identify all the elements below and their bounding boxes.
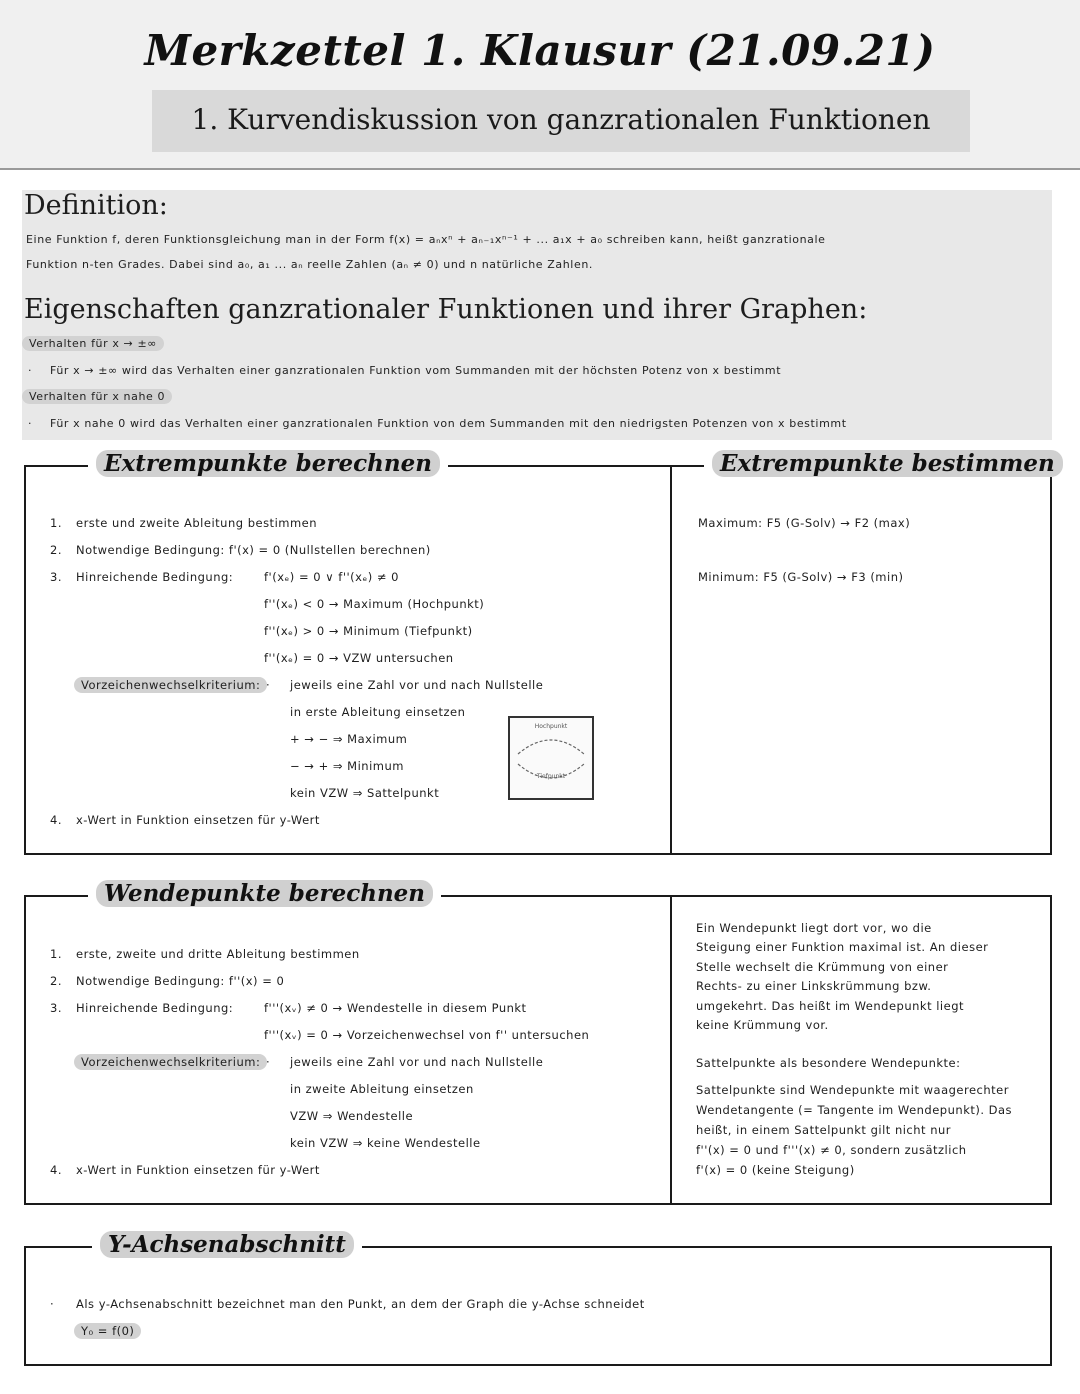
extrem-step-1: erste und zweite Ableitung bestimmen (76, 516, 318, 530)
page-subtitle: 1. Kurvendiskussion von ganzrationalen Funktionen (191, 103, 931, 136)
vzw-text-1: jeweils eine Zahl vor und nach Nullstelle (290, 678, 544, 692)
extrempunkte-divider (670, 465, 672, 853)
wende-info-line: Stelle wechselt die Krümmung von einer (696, 960, 949, 974)
curve-sketch-icon (510, 718, 592, 798)
subtitle-box (152, 90, 970, 152)
extrem-step-4: x-Wert in Funktion einsetzen für y-Wert (76, 813, 320, 827)
hoch-tiefpunkt-sketch (508, 716, 594, 800)
sattelpunkt-info-line: f''(x) = 0 und f'''(x) ≠ 0, sondern zusätzlich (696, 1143, 967, 1157)
wendepunkte-berechnen-title: Wendepunkte berechnen (88, 880, 441, 907)
sketch-hochpunkt-label: Hochpunkt (534, 723, 568, 730)
vzw-minimum: − → + ⇒ Minimum (290, 759, 404, 773)
wende-step-3-b: f'''(xᵥ) = 0 → Vorzeichenwechsel von f'' untersuchen (264, 1028, 590, 1042)
bullet-dot: · (50, 1297, 55, 1311)
vzw-text-1: jeweils eine Zahl vor und nach Nullstelle (290, 1055, 544, 1069)
verhalten-null-text: Für x nahe 0 wird das Verhalten einer ganzrationalen Funktion von dem Summanden mit den niedrigsten Potenzen von x bestimmt (50, 417, 847, 430)
page-title: Merkzettel 1. Klausur (21.09.21) (144, 26, 936, 75)
extrempunkte-berechnen-title: Extrempunkte berechnen (88, 450, 448, 477)
y-achse-text: Als y-Achsenabschnitt bezeichnet man den Punkt, an dem der Graph die y-Achse schneidet (76, 1297, 645, 1311)
gtr-maximum: Maximum: F5 (G-Solv) → F2 (max) (698, 516, 911, 530)
bullet-dot: · (266, 1055, 271, 1069)
extrem-step-3-label: Hinreichende Bedingung: (76, 570, 234, 584)
extrempunkte-bestimmen-title: Extrempunkte bestimmen (704, 450, 1071, 477)
wende-info-line: keine Krümmung vor. (696, 1018, 829, 1032)
extrem-step-3-condition: f'(xₑ) = 0 ∨ f''(xₑ) ≠ 0 (264, 570, 399, 584)
extrem-step-3-minimum: f''(xₑ) > 0 → Minimum (Tiefpunkt) (264, 624, 473, 638)
vzw-text-2: in erste Ableitung einsetzen (290, 705, 466, 719)
step-number: 2. (50, 543, 62, 557)
vzw-kriterium-label: Vorzeichenwechselkriterium: (74, 1054, 267, 1070)
bullet-dot: · (266, 678, 271, 692)
wende-info-line: Rechts- zu einer Linkskrümmung bzw. (696, 979, 932, 993)
wende-info-line: Ein Wendepunkt liegt dort vor, wo die (696, 921, 932, 935)
eigenschaften-heading: Eigenschaften ganzrationaler Funktionen und ihrer Graphen: (24, 294, 868, 325)
vzw-sattelpunkt: kein VZW ⇒ Sattelpunkt (290, 786, 440, 800)
vzw-maximum: + → − ⇒ Maximum (290, 732, 408, 746)
wende-step-3-a: f'''(xᵥ) ≠ 0 → Wendestelle in diesem Punkt (264, 1001, 527, 1015)
wende-step-1: erste, zweite und dritte Ableitung bestimmen (76, 947, 360, 961)
definition-line-2: Funktion n-ten Grades. Dabei sind a₀, a₁ ... aₙ reelle Zahlen (aₙ ≠ 0) und n natürliche Zahlen. (26, 258, 593, 271)
sattelpunkt-info-line: Wendetangente (= Tangente im Wendepunkt). Das (696, 1103, 1013, 1117)
sketch-tiefpunkt-label: Tiefpunkt (536, 773, 566, 780)
bullet-dot: · (28, 364, 33, 377)
verhalten-null-label: Verhalten für x nahe 0 (22, 389, 172, 404)
vzw-keine-wendestelle: kein VZW ⇒ keine Wendestelle (290, 1136, 481, 1150)
step-number: 2. (50, 974, 62, 988)
sattelpunkt-info-line: heißt, in einem Sattelpunkt gilt nicht nur (696, 1123, 952, 1137)
sattelpunkt-info-line: Sattelpunkte sind Wendepunkte mit waagerechter (696, 1083, 1009, 1097)
sattelpunkt-info-line: f'(x) = 0 (keine Steigung) (696, 1163, 855, 1177)
wende-step-2: Notwendige Bedingung: f''(x) = 0 (76, 974, 285, 988)
step-number: 1. (50, 516, 62, 530)
step-number: 3. (50, 570, 62, 584)
extrem-step-2: Notwendige Bedingung: f'(x) = 0 (Nullstellen berechnen) (76, 543, 431, 557)
wende-info-line: umgekehrt. Das heißt im Wendepunkt liegt (696, 999, 965, 1013)
vzw-wendestelle: VZW ⇒ Wendestelle (290, 1109, 414, 1123)
definition-heading: Definition: (24, 190, 168, 221)
extrem-step-3-maximum: f''(xₑ) < 0 → Maximum (Hochpunkt) (264, 597, 485, 611)
step-number: 4. (50, 813, 62, 827)
step-number: 4. (50, 1163, 62, 1177)
extrem-step-3-vzw: f''(xₑ) = 0 → VZW untersuchen (264, 651, 454, 665)
wendepunkte-divider (670, 895, 672, 1203)
verhalten-unendlich-text: Für x → ±∞ wird das Verhalten einer ganzrationalen Funktion vom Summanden mit der höchsten Potenz von x bestimmt (50, 364, 782, 377)
definition-line-1: Eine Funktion f, deren Funktionsgleichung man in der Form f(x) = aₙxⁿ + aₙ₋₁xⁿ⁻¹ + ... a₁x + a₀ schreiben kann, heißt ganzrationale (26, 233, 826, 246)
y-achse-formula: Y₀ = f(0) (74, 1323, 141, 1339)
bullet-dot: · (28, 417, 33, 430)
verhalten-unendlich-label: Verhalten für x → ±∞ (22, 336, 164, 351)
y-achsenabschnitt-title: Y-Achsenabschnitt (92, 1231, 362, 1258)
step-number: 1. (50, 947, 62, 961)
wende-step-4: x-Wert in Funktion einsetzen für y-Wert (76, 1163, 320, 1177)
wende-info-line: Steigung einer Funktion maximal ist. An dieser (696, 940, 989, 954)
wende-step-3-label: Hinreichende Bedingung: (76, 1001, 234, 1015)
vzw-kriterium-label: Vorzeichenwechselkriterium: (74, 677, 267, 693)
sattelpunkt-heading: Sattelpunkte als besondere Wendepunkte: (696, 1056, 961, 1070)
gtr-minimum: Minimum: F5 (G-Solv) → F3 (min) (698, 570, 904, 584)
vzw-text-2: in zweite Ableitung einsetzen (290, 1082, 474, 1096)
step-number: 3. (50, 1001, 62, 1015)
